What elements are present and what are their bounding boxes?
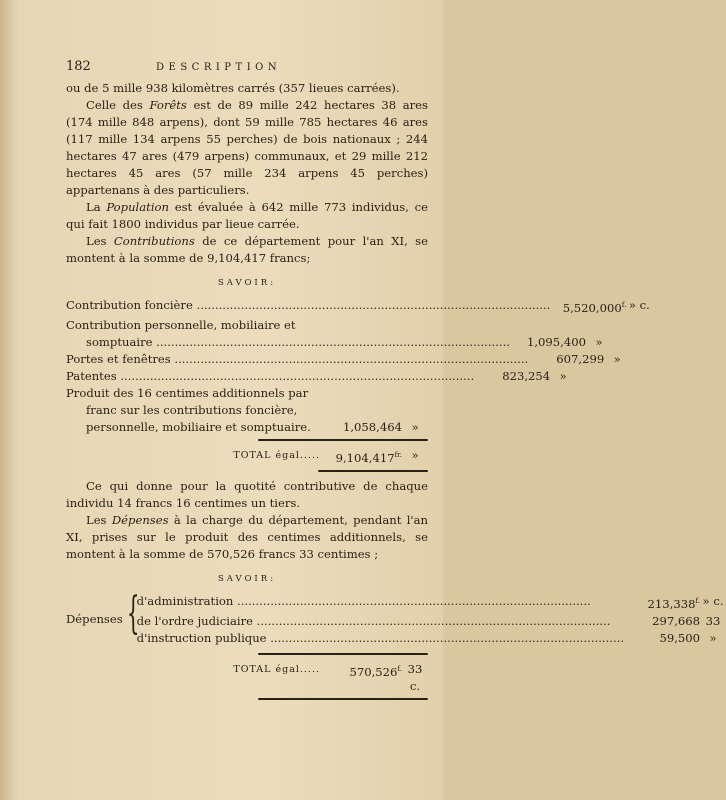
emphasis: Contributions [113,234,195,248]
total-label: TOTAL égal..... [233,663,320,675]
row-label: somptuaire ..... [86,334,510,351]
row-amount: 823,254 [502,368,551,383]
paragraph-population [66,199,428,233]
emphasis: Population [106,200,169,214]
row-label-line: franc sur les contributions foncière, [86,402,298,417]
row-amount: 297,668 [652,613,701,628]
row-label-line: Contribution personnelle, mobiliaire et [66,317,296,332]
text: Les [86,512,112,527]
brace-icon: { [126,587,140,639]
total-row [66,447,428,467]
amount: 5,520,000 [562,300,622,315]
text: est évaluée à 642 mille 773 individus, ce qui fait 1800 individus par lieue carrée. [66,200,429,231]
depenses-label: Dépenses [66,612,123,627]
table-row [66,334,603,351]
total-rule [258,439,428,441]
table-row [137,593,726,613]
text: La [86,200,107,214]
row-amount: 1,095,400 [526,334,586,349]
paragraph-area: ou de 5 mille 938 kilomètres carrés (357 lieues carrées). [66,81,400,95]
emphasis: Dépenses [111,512,169,527]
total-row-2 [66,661,428,695]
row-mark: » [559,368,567,383]
table-row [66,351,621,368]
total-mark: 33 c. [407,661,423,693]
total-underline [318,470,428,472]
amount: 9,104,417 [335,450,395,465]
table-row [137,630,726,647]
table-row [66,368,567,385]
unit: f. [695,596,701,605]
row-mark: » c. [702,593,724,608]
row-mark: » c. [628,298,650,312]
row-amount: 59,500 [659,630,701,645]
total-amount [326,661,402,695]
text: de ce département pour l'an XI, se montent à la somme de 9,104,417 francs; [66,234,428,265]
paragraph-contributions [66,233,428,267]
unit: f. [397,664,402,673]
row-amount: 607,299 [556,351,605,366]
running-header [66,58,428,80]
row-label: personnelle, mobiliaire et somptuaire. [86,419,311,434]
table-row [66,297,650,317]
page-content [66,58,724,706]
paragraph-depenses [66,512,428,563]
row-amount [550,297,626,317]
paragraph-quotite: Ce qui donne pour la quotité contributive de chaque individu 14 francs 16 centimes un tiers. [66,478,428,510]
text: Les [86,234,114,248]
table-row [137,613,726,630]
paragraph-forets [66,97,428,199]
total-mark: » [411,447,419,462]
page-number: 182 [66,59,91,74]
row-mark: » [595,334,603,349]
amount: 570,526 [349,664,398,679]
row-label: d'instruction publique ..... [137,630,624,647]
row-label: Contribution foncière ..... [66,297,550,317]
row-label: de l'ordre judiciaire ..... [137,613,624,630]
table-row [66,419,428,436]
row-mark: » [709,630,717,645]
total-amount [326,447,402,467]
unit: f. [621,301,627,309]
row-label: d'administration ..... [137,593,624,613]
depenses-table [66,587,724,647]
running-title: DESCRIPTION [156,62,282,73]
row-label-line: Produit des 16 centimes additionnels par [66,385,309,400]
emphasis: Forêts [149,98,187,112]
row-mark: 33 [705,613,721,628]
amount: 213,338 [647,596,696,611]
row-amount: 1,058,464 [342,419,402,434]
row-mark: » [411,419,419,434]
unit: fr. [394,450,402,459]
depenses-items [137,593,726,647]
total-label: TOTAL égal..... [233,449,320,461]
row-label: Portes et fenêtres ..... [66,351,528,368]
savoir-heading-2: SAVOIR: [217,573,277,584]
text: est de 89 mille 242 hectares 38 ares (174 mille 848 arpens), dont 59 mille 785 hectares 46 ares (117 mille 134 arpens 55 perches) de bois nationaux ; 244 hectares 47 ares (479 arpens) communaux, et 29 mille 212 hectares 45 ares (57 mille 234 arpens 45 perches) appartenans à des particuliers. [66,98,428,197]
total-underline-2 [258,698,428,700]
savoir-heading: SAVOIR: [217,278,277,288]
text: Celle des [86,98,150,112]
text: à la charge du département, pendant l'an XI, prises sur le produit des centimes additionnels, se montent à la somme de 570,526 francs 33 centimes ; [66,512,428,561]
row-label: Patentes ..... [66,368,474,385]
total-rule-2 [258,653,428,655]
row-amount [624,593,700,613]
row-mark: » [613,351,621,366]
